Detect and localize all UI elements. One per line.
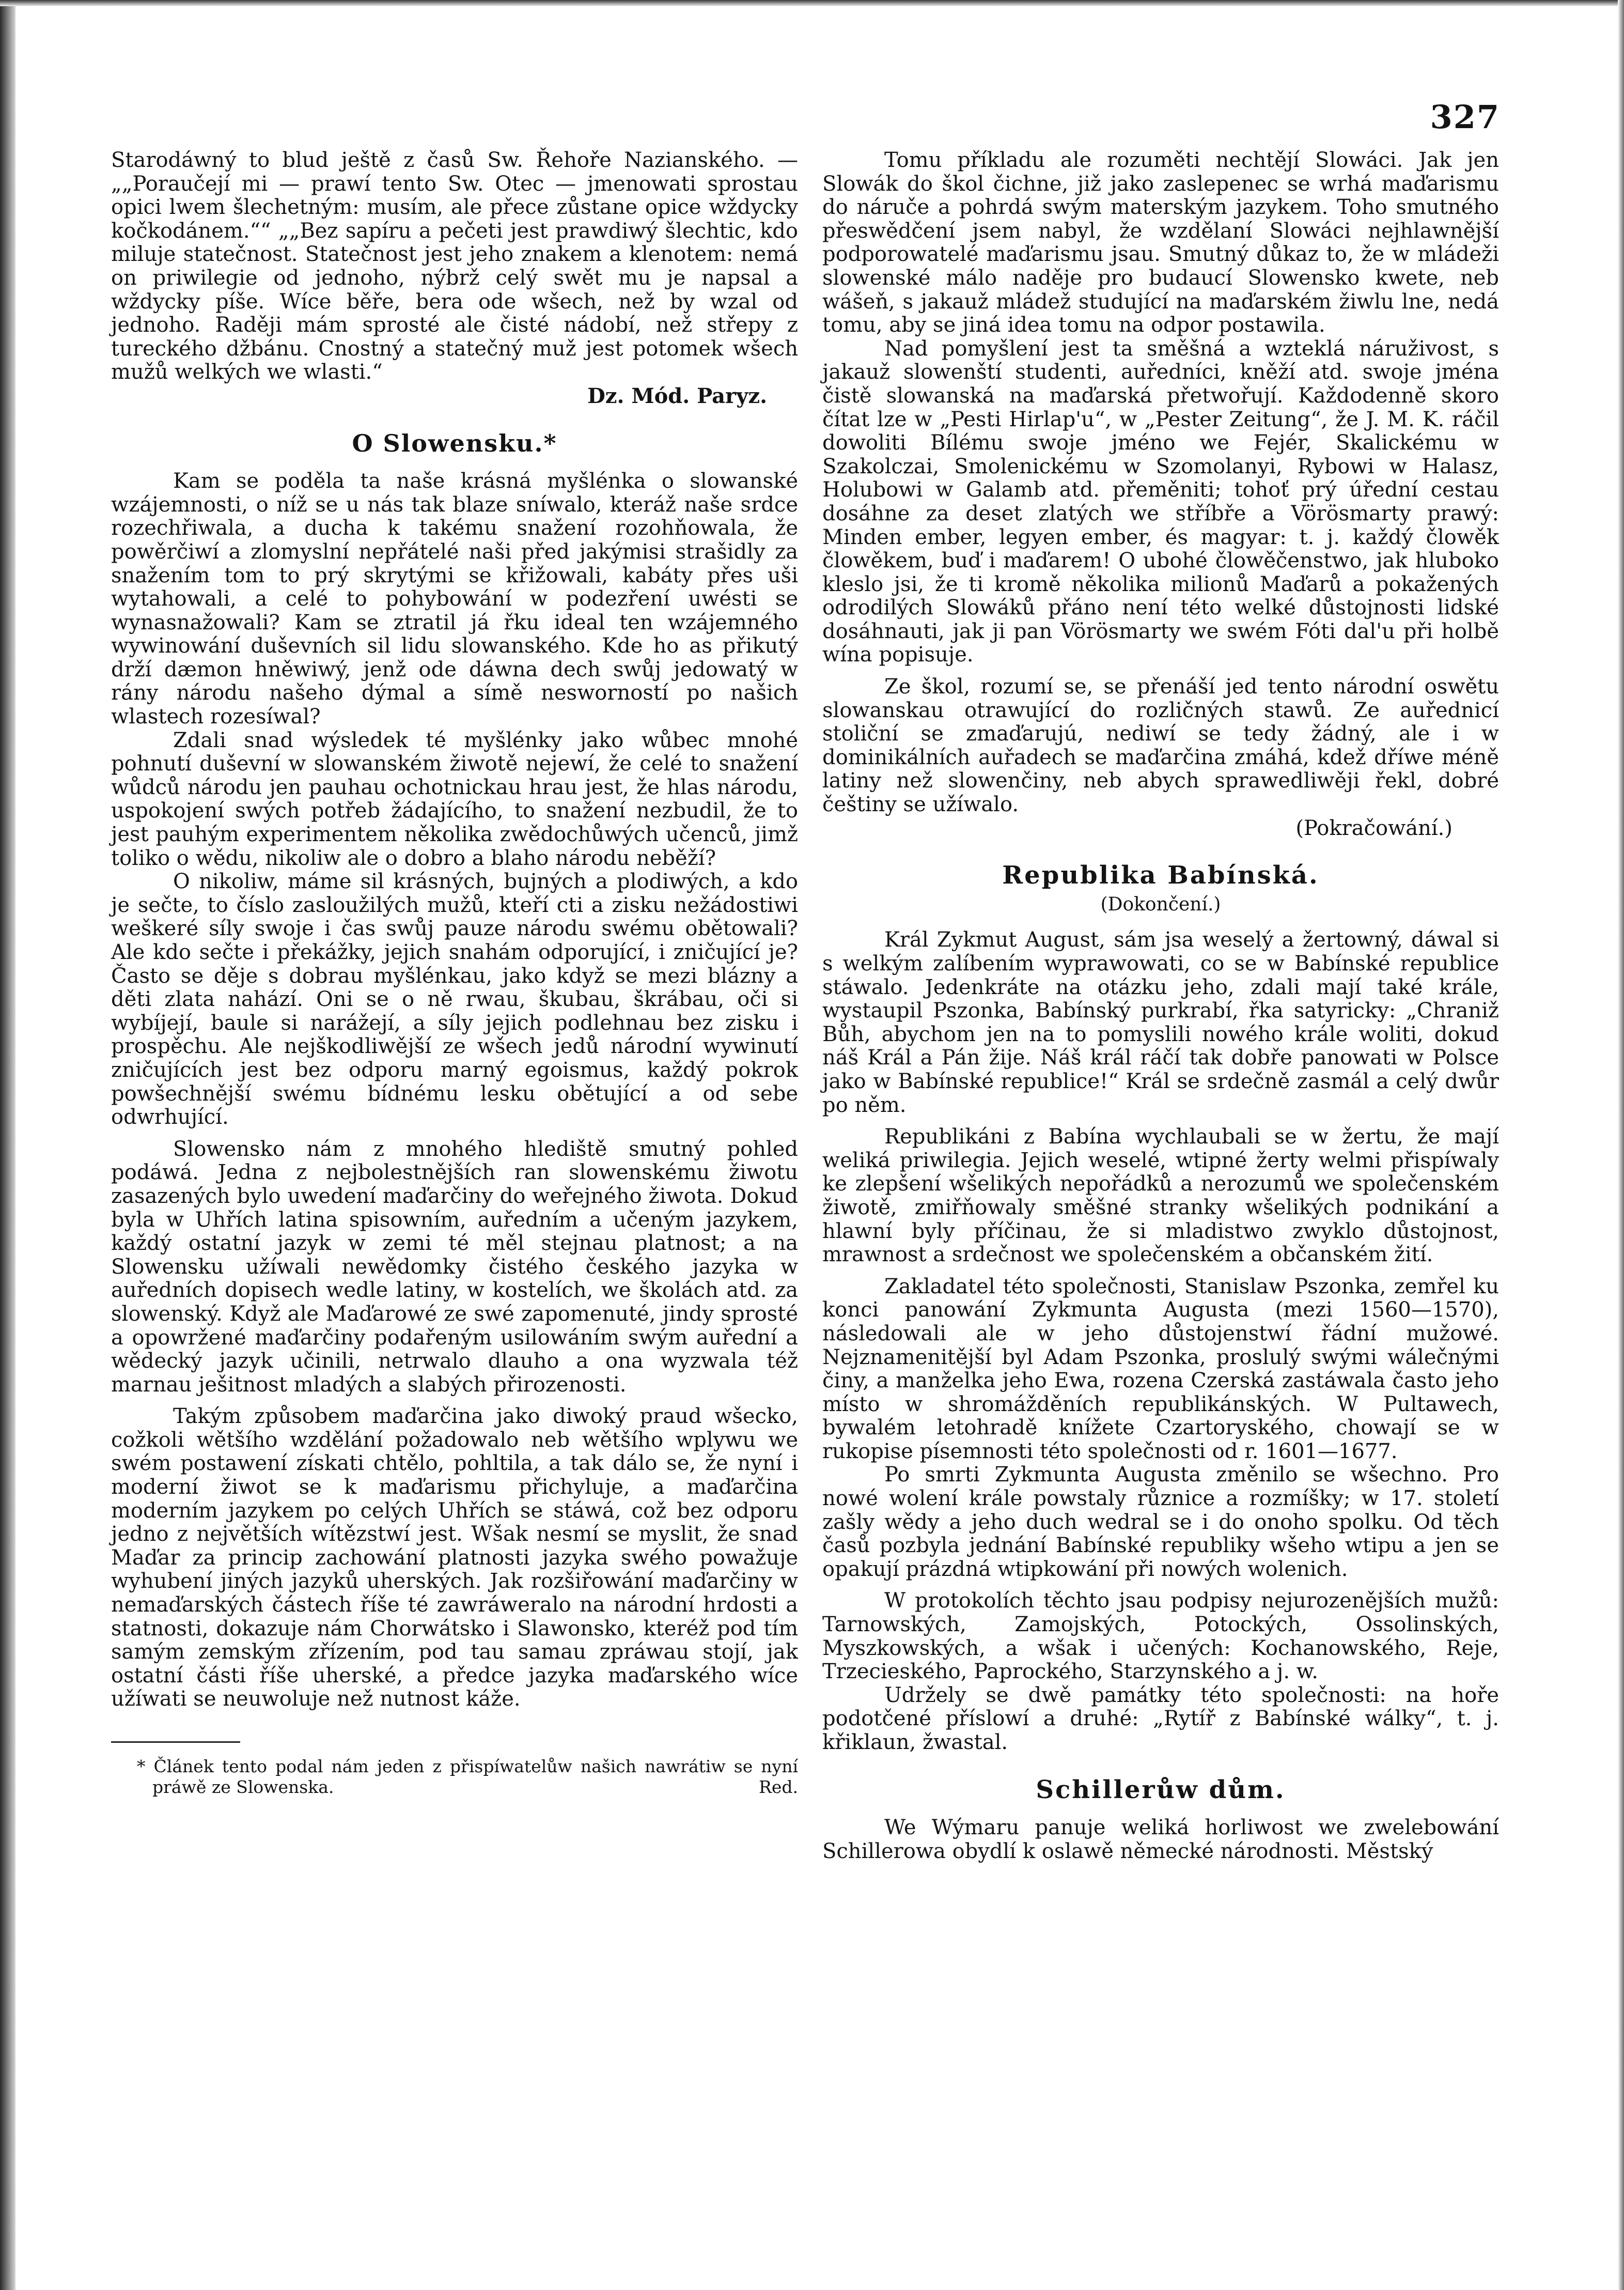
article-title-slowensku: O Slowensku.* (352, 429, 557, 457)
footnote (111, 1756, 798, 1798)
footnote-rule (111, 1741, 240, 1743)
scan-left-edge (0, 0, 15, 2290)
scan-right-edge (1618, 0, 1624, 2290)
paragraph: Slowensko nám z mnohého hlediště smutný pohled podáwá. Jedna z nejbolestnějších ran slowenskému žiwotu zasazených bylo uwedení maďarčiny do weřejného žiwota. Dokud byla w Uhřích latina spisowním, auředním a učeným jazykem, každý ostatní jazyk w zemi té měl stejnau platnost; a na Slowensku užíwali newědomky čistého českého jazyka w auředních dopisech wedle latiny, w kostelích, we školách atd. za slowenský. Když ale Maďarowé ze swé zapomenuté, jindy sprosté a opowržené maďarčiny podařeným usilowáním swým auřední a wědecký jazyk učinili, netrwalo dlauho a ona wyzwala též marnau ješitnost mladých a slabých přirozenosti. (111, 1137, 798, 1397)
footnote-text: * Článek tento podal nám jeden z přispíwatelůw našich nawrátiw se nyní práwě ze Slowenska. (137, 1756, 798, 1797)
intro-signature: Dz. Mód. Paryz. (587, 383, 767, 408)
paragraph: Republikáni z Babína wychlaubali se w žertu, že mají weliká priwilegia. Jejich weselé, wtipné žerty welmi přispíwaly ke zlepšení wšelikých nepořádků a nerozumů we společenském žiwotě, zmiřňowaly směšné stranky wšelikých podnikání a hlawní byly příčinau, že si mladistwo zwyklo důstojnost, mrawnost a srdečnost we společenském a občanském žití. (822, 1125, 1499, 1267)
right-column (822, 149, 1499, 1863)
paragraph: Ze škol, rozumí se, se přenáší jed tento národní oswětu slowanskau otrawující do rozličných stawů. Ze auřednicí stoliční se zmaďarujú, nediwí se tedy žádný, ale i w dominikálních auřadech se maďarčina zmáhá, kdež dříwe méně latiny než slowenčiny, neb abych sprawedliwěji řekl, dobré češtiny se užíwalo. (822, 675, 1499, 817)
paragraph: Takým způsobem maďarčina jako diwoký praud wšecko, cožkoli wětšího wzdělání požadowalo neb wětšího wplywu we swém postawení získati chtělo, pohltila, a tak dálo se, že nyní i moderní žiwot se k maďarismu přichyluje, a maďarčina moderním jazykem po celých Uhřích se stáwá, což bez odporu jedno z největších wítězstwí jest. Wšak nesmí se myslit, že snad Maďar za princip zachowání platnosti jazyka swého powažuje wyhubení jiných jazyků uherských. Jak rozšiřowání maďarčiny w nemaďarských částech říše té zawráweralo na národní hrdosti a statnosti, dokazuje nám Chorwátsko i Slawonsko, kteréž pod tím samým zemským zřízením, pod tau samau zpráwau stojí, jak ostatní části říše uherské, a předce jazyka maďarského wíce užíwati se neuwoluje než nutnost káže. (111, 1404, 798, 1711)
paragraph: Po smrti Zykmunta Augusta změnilo se wšechno. Pro nowé wolení krále powstaly různice a rozmíšky; w 17. století zašly wědy a jeho duch wedral se i do onoho spolku. Od těch časů pozbyla jednání Babínské republiky wšeho wtipu a jen se opakují prázdná wtipkowání při nowých wolenich. (822, 1463, 1499, 1581)
scan-top-edge (0, 0, 1624, 6)
paragraph: O nikoliw, máme sil krásných, bujných a plodiwých, a kdo je sečte, to číslo zasloužilých mužů, kteří cti a zisku nežádostiwi weškeré síly swoje i čas swůj pauze národu swému obětowali? Ale kdo sečte i překážky, jejich snahám odporující, i zničující je? Často se děje s dobrau myšlénkau, jako když se mezi blázny a děti zlata nahází. Oni se o ně rwau, škubau, škrábau, oči si wybíjejí, baule si narážejí, a síly jejich podlehnau bez zisku i prospěchu. Ale nejškodliwější ze wšech jedů národní wywinutí zničujících jest bez odporu marný egoismus, každý pokrok powšechnější swému bídnému lesku obětující a od sebe odwrhující. (111, 870, 798, 1129)
continued-note: (Pokračowání.) (1295, 816, 1453, 840)
paragraph: Zakladatel této společnosti, Stanislaw Pszonka, zemřel ku konci panowání Zykmunta Augusta (mezi 1560—1570), následowali ale w jeho důstojenstwí řádní mužowé. Nejznamenitější byl Adam Pszonka, proslulý swými wálečnými činy, a manželka jeho Ewa, rozena Czerská zastáwala často jeho místo w shromážděních republikánských. W Pultawech, bywalém letohradě knížete Czartoryského, chowají se w rukopise písemnosti této společnosti od r. 1601—1677. (822, 1274, 1499, 1463)
paragraph: Nad pomyšlení jest ta směšná a wzteklá náruživost, s jakauž slowenští studenti, auředníci, kněží atd. swoje jména čistě slowanská na maďarská přetwořují. Každodenně skoro čítat lze w „Pesti Hirlap'u“, w „Pester Zeitung“, že J. M. K. ráčil dowoliti Bílému swoje jméno we Fejér, Skalickému w Szakolczai, Smolenickému w Szomolanyi, Rybowi w Halasz, Holubowi w Galamb atd. přeměniti; tohoť prý úřední cestau dosáhne za deset zlatých we stříbře a Vörösmarty prawý: Minden ember, legyen ember, és magyar: t. j. každý člowěk člowěkem, buď i maďarem! O ubohé člowěčenstwo, jak hluboko kleslo jsi, že ti kromě několika milionů Maďarů a pokažených odrodilých Slowáků přáno není této welké důstojnosti lidské dosáhnauti, jak ji pan Vörösmarty we swém Fóti dal'u při holbě wína popisuje. (822, 336, 1499, 667)
paragraph: Kam se poděla ta naše krásná myšlénka o slowanské wzájemnosti, o níž se u nás tak blaze sníwalo, kteráž naše srdce rozechřiwala, a ducha k takému snažení rozohňowala, že powěrčiwí a zlomyslní nepřátelé naši před jakýmisi strašidly za snažením tom to prý skrytými se křižowali, kabáty přes uši wytahowali, a celé to pohybowání w podezření uwésti se wynasnažowali? Kam se ztratil já řku ideal ten wzájemného wywinowání duševních sil lidu slowanského. Kde ho as přikutý drží dæmon hněwiwý, jenž ode dáwna dech swůj jedowatý w rány národu našeho dýmal a símě nesworností po našich wlastech rozesíwal? (111, 469, 798, 729)
intro-quote: Starodáwný to blud ještě z časů Sw. Řehoře Nazianského. — „„Poraučejí mi — prawí tento Sw. Otec — jmenowati sprostau opici lwem šlechetným: musím, ale přece zůstane opice wždycky kočkodánem.““ „„Bez sapíru a pečeti jest prawdiwý šlechtic, kdo miluje statečnost. Statečnost jest jeho znakem a klenotem: nemá on priwilegie od jednoho, nýbrž celý swět mu je napsal a wždycky píše. Wíce běře, bera ode wšech, než by wzal od jednoho. Raději mám sprosté ale čisté nádobí, než střepy z tureckého džbánu. Cnostný a statečný muž jest potomek wšech mužů welkých we wlasti.“ (111, 148, 798, 384)
article-title-republika: Republika Babínská. (1002, 861, 1319, 890)
left-column (111, 149, 798, 1798)
paragraph: Král Zykmut August, sám jsa weselý a žertowný, dáwal si s welkým zalíbením wyprawowati, co se w Babínské republice stáwalo. Jedenkráte na otázku jeho, zdali mají také krále, wystaupil Pszonka, Babínský purkrabí, řka satyricky: „Chraniž Bůh, abychom jen na to pomyslili nowého krále woliti, dokud náš Král a Pán žije. Náš král ráčí tak dobře panowati w Polsce jako w Babínské republice!“ Král se srdečně zasmál a celý dwůr po něm. (822, 928, 1499, 1117)
paragraph: Zdali snad wýsledek té myšlénky jako wůbec mnohé pohnutí duševní w slowanském žiwotě nejewí, že celé to snažení wůdců národu jen pauhau ochotnickau hrau jest, že hlas národu, uspokojení swých potřeb žádajícího, to snažení nezbudil, že to jest pauhým experimentem několika zwědochůwých učenců, jimž toliko o wědu, nikoliw ale o dobro a blaho národu neběží? (111, 728, 798, 870)
article-title-schiller: Schillerůw dům. (1036, 1775, 1286, 1804)
paragraph: Udržely se dwě památky této společnosti: na hoře podotčené příslowí a druhé: „Rytíř z Babínské wálky“, t. j. křiklaun, žwastal. (822, 1683, 1499, 1754)
page-number: 327 (1430, 98, 1500, 136)
article-subtitle: (Dokončení.) (1100, 893, 1221, 915)
paragraph: We Wýmaru panuje weliká horliwost we zwelebowání Schillerowa obydlí k oslawě německé národnosti. Městský (822, 1816, 1499, 1863)
paragraph: Tomu příkladu ale rozuměti nechtějí Slowáci. Jak jen Slowák do škol čichne, již jako zaslepenec se wrhá maďarismu do náruče a pohrdá swým materským jazykem. Toho smutného přeswědčení jsem nabyl, že wzdělaní Slowáci nejhlawnější podporowatelé maďarismu jsau. Smutný důkaz to, že w mládeži slowenské málo naděje pro budaucí Slowensko kwete, neb wášeň, s jakauž mládež studující na maďarském žiwlu lne, nedá tomu, aby se jiná idea tomu na odpor postawila. (822, 148, 1499, 337)
paragraph: W protokolích těchto jsau podpisy nejurozenějších mužů: Tarnowských, Zamojských, Potockých, Ossolinských, Myszkowských, a wšak i učených: Kochanowského, Reje, Trzecieského, Paprockého, Starzynského a j. w. (822, 1589, 1499, 1684)
footnote-signature: Red. (759, 1777, 798, 1797)
